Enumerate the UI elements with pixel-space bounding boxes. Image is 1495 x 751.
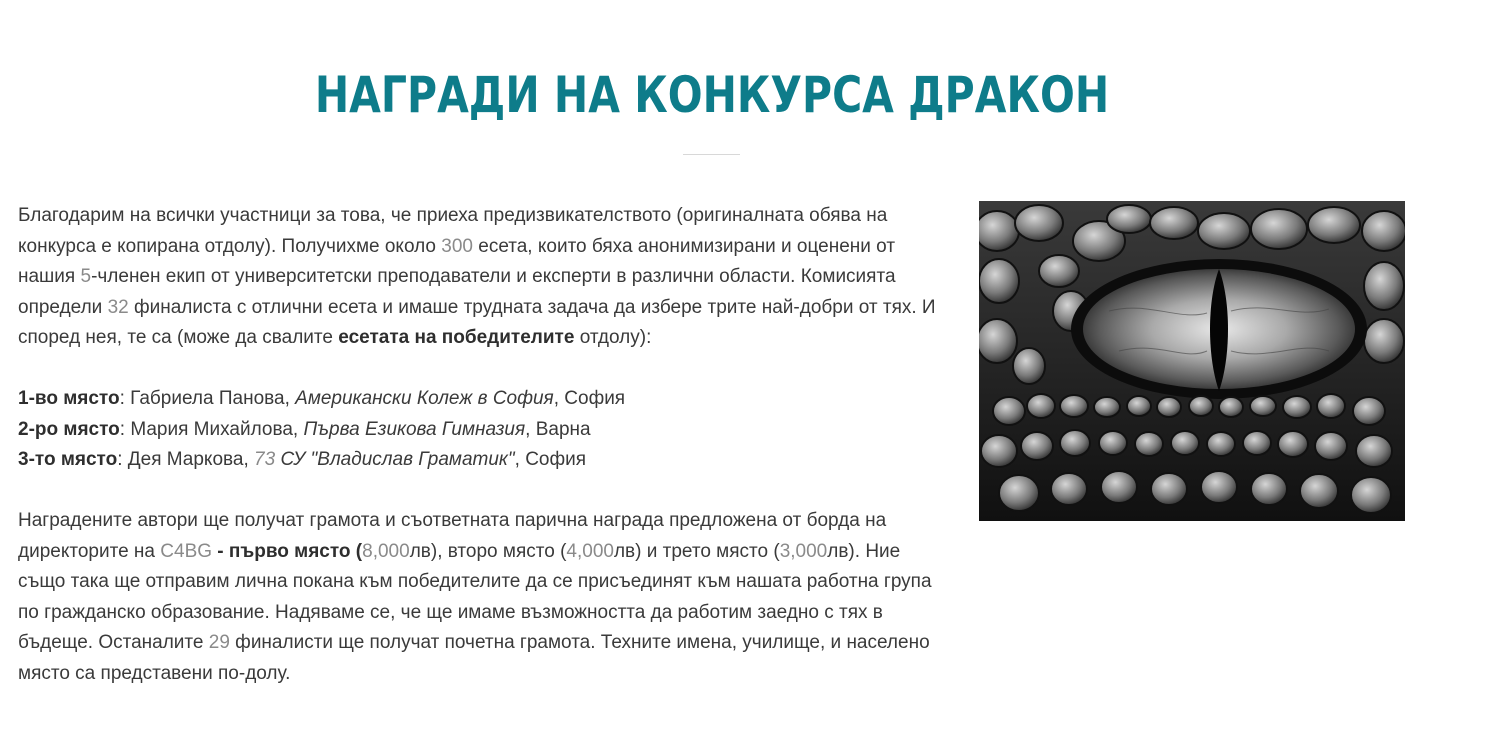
page-title: НАГРАДИ НА КОНКУРСА ДРАКОН <box>314 66 1110 124</box>
title-divider <box>683 154 740 155</box>
essay-count: 300 <box>441 235 473 257</box>
winner-place: 3-то място <box>18 449 118 470</box>
team-size: 5 <box>80 266 92 287</box>
winner-school: Първа Езикова Гимназия <box>303 418 526 440</box>
winner-name: : Мария Михайлова, <box>119 418 304 440</box>
winner-city: , Варна <box>525 418 591 440</box>
awards-paragraph <box>18 506 938 689</box>
winner-city: , София <box>553 388 626 409</box>
intro-text: есета, които бяха анонимизирани и оценени от нашия <box>18 235 896 287</box>
intro-text: Благодарим на всички участници за това, че приеха предизвикателството (оригиналната обява на конкурса е копирана отдолу). Получихме около <box>18 205 888 257</box>
winner-name: : Дея Маркова, <box>117 449 255 470</box>
dragon-eye-image <box>979 201 1405 521</box>
remaining-finalists-count: 29 <box>208 632 230 653</box>
winner-name: : Габриела Панова, <box>119 388 296 409</box>
winner-second <box>18 415 938 446</box>
org-name: C4BG <box>160 540 213 562</box>
awards-text: финалисти ще получат почетна грамота. Техните имена, училище, и населено място са представени по-долу. <box>18 632 930 684</box>
intro-text: -членен екип от университетски преподаватели и експерти в различни области. Комисията определи <box>18 266 896 318</box>
winner-city: , София <box>514 449 587 470</box>
school-number: 73 <box>254 449 276 470</box>
awards-text: лв), второ място ( <box>409 540 567 562</box>
awards-text: Наградените автори ще получат грамота и съответната парична награда предложена от борда на директорите на <box>18 510 887 562</box>
winner-third <box>18 445 938 476</box>
intro-paragraph <box>18 201 938 354</box>
winner-school: Американски Колеж в София <box>295 388 554 409</box>
first-prize-label: - първо място ( <box>212 540 363 562</box>
first-prize-amount: 8,000 <box>362 540 410 562</box>
finalist-count: 32 <box>107 296 129 318</box>
second-prize-amount: 4,000 <box>566 540 614 562</box>
winner-place: 2-ро място <box>18 418 120 440</box>
winners-essays-text: есетата на победителите <box>338 327 575 348</box>
third-prize-amount: 3,000 <box>779 540 828 562</box>
awards-text: лв) и трето място ( <box>613 540 780 562</box>
awards-text: лв). Ние също така ще отправим лична покана към победителите да се присъединят към нашата работна група по гражданско образование. Надяваме се, че ще имаме възможността да работим заедно с тях в бъдеще. Останалите <box>18 540 932 653</box>
intro-text: финалиста с отлични есета и имаше трудната задача да избере трите най-добри от тях. И според нея, те са (може да свалите <box>18 296 936 348</box>
winner-school: СУ "Владислав Граматик" <box>275 449 515 470</box>
article-body <box>18 201 938 689</box>
winner-first <box>18 384 938 415</box>
winner-place: 1-во място <box>18 388 120 409</box>
intro-text: отдолу): <box>574 327 652 348</box>
